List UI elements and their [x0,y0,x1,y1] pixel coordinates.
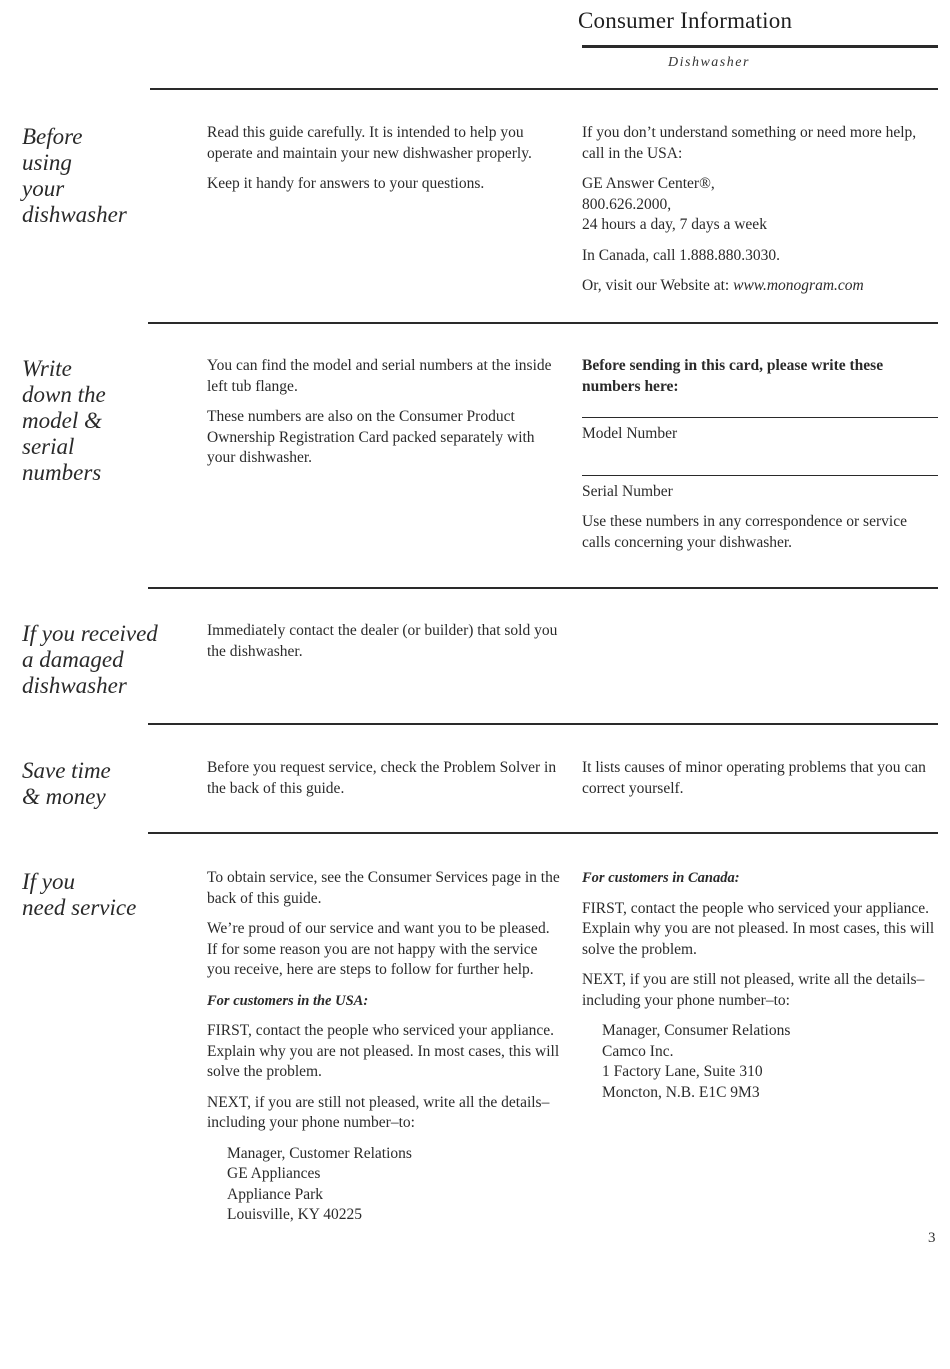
section-divider [150,88,938,90]
paragraph: These numbers are also on the Consumer Product Ownership Registration Card packed separately with your dishwasher. [207,408,535,466]
need-service-col2 [582,868,938,1103]
section-heading-write-down: Write down the model & serial numbers [22,356,106,485]
section-heading-need-service: If you need service [22,869,137,920]
paragraph: Read this guide carefully. It is intended to help you operate and maintain your new dishwasher properly. [207,124,532,162]
page-subtitle: Dishwasher [668,55,750,70]
write-down-col2 [582,356,938,563]
section-heading-save-time: Save time & money [22,758,111,809]
header-rule [582,45,938,48]
canada-customers-heading: For customers in Canada: [582,870,740,886]
write-down-col1 [207,356,563,479]
serial-number-label: Serial Number [582,482,673,500]
section-heading-before-using: Before using your dishwasher [22,124,127,227]
paragraph: NEXT, if you are still not pleased, write all the details–including your phone number–to: [582,971,925,1009]
website-link[interactable]: www.monogram.com [733,277,864,294]
page-number: 3 [928,1230,936,1246]
usa-customers-heading: For customers in the USA: [207,992,369,1009]
paragraph: Keep it handy for answers to your questions. [207,175,485,192]
paragraph: To obtain service, see the Consumer Services page in the back of this guide. [207,869,560,907]
answer-center-info: GE Answer Center®, 800.626.2000, 24 hours a day, 7 days a week [582,175,767,233]
canada-address: Manager, Consumer Relations Camco Inc. 1 Factory Lane, Suite 310 Moncton, N.B. E1C 9M3 [602,1022,791,1101]
paragraph: It lists causes of minor operating problems that you can correct yourself. [582,759,926,797]
need-service-col1 [207,868,563,1226]
canada-phone: In Canada, call 1.888.880.3030. [582,246,781,264]
paragraph: FIRST, contact the people who serviced your appliance. Explain why you are not pleased. In most cases, this will solve the problem. [582,899,935,958]
serial-number-line[interactable] [582,475,938,476]
section-divider [148,832,938,834]
damaged-col1 [207,621,563,672]
page-title: Consumer Information [578,8,793,33]
section-divider [148,322,938,324]
paragraph: We’re proud of our service and want you to be pleased. If for some reason you are not happy with the service you receive, here are steps to follow for further help. [207,920,550,978]
model-number-line[interactable] [582,417,938,418]
record-instruction: Before sending in this card, please write these numbers here: [582,357,884,395]
before-using-col1 [207,123,563,205]
paragraph: You can find the model and serial numbers at the inside left tub flange. [207,357,552,395]
paragraph: FIRST, contact the people who serviced your appliance. Explain why you are not pleased. In most cases, this will solve the problem. [207,1022,560,1080]
paragraph: Use these numbers in any correspondence or service calls concerning your dishwasher. [582,513,907,551]
paragraph: Immediately contact the dealer (or builder) that sold you the dishwasher. [207,622,558,660]
section-divider [148,723,938,725]
paragraph: If you don’t understand something or need more help, call in the USA: [582,124,917,162]
save-time-col2 [582,758,938,809]
usa-address: Manager, Customer Relations GE Appliances Appliance Park Louisville, KY 40225 [227,1144,412,1223]
section-divider [148,587,938,589]
paragraph: NEXT, if you are still not pleased, write all the details–including your phone number–to: [207,1093,550,1131]
before-using-col2 [582,123,938,307]
save-time-col1 [207,758,563,809]
model-number-label: Model Number [582,425,678,442]
section-heading-damaged: If you received a damaged dishwasher [22,621,158,698]
paragraph: Before you request service, check the Problem Solver in the back of this guide. [207,759,557,797]
website-line: Or, visit our Website at: www.monogram.com [582,277,864,294]
